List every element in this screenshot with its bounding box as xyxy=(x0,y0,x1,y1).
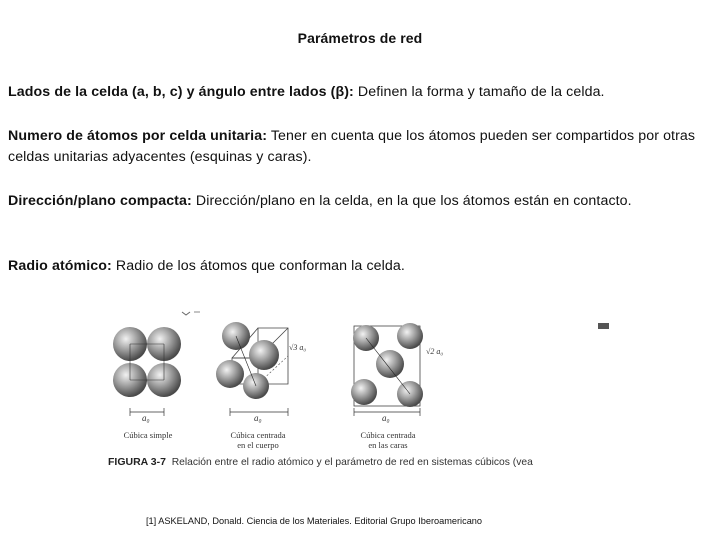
caption-line: en el cuerpo xyxy=(237,440,279,450)
term: Lados de la celda (a, b, c) y ángulo entre lados (β): xyxy=(8,84,354,100)
caption-bcc xyxy=(216,430,300,450)
caption-simple-cubic: Cúbica simple xyxy=(123,430,173,440)
figure-caption-text: Relación entre el radio atómico y el parámetro de red en sistemas cúbicos (vea xyxy=(171,457,533,468)
definition: Radio de los átomos que conforman la celda. xyxy=(111,258,405,274)
term: Dirección/plano compacta: xyxy=(8,193,192,209)
definition: Definen la forma y tamaño de la celda. xyxy=(353,84,605,100)
caption-line: Cúbica centrada xyxy=(360,430,416,440)
crystal-structures-figure xyxy=(108,300,628,478)
figure-number: FIGURA 3-7 xyxy=(108,456,166,468)
cubic-cells-illustration xyxy=(108,300,628,478)
term: Radio atómico: xyxy=(8,258,112,274)
dimension-label: a₀ xyxy=(254,413,262,423)
term: Numero de átomos por celda unitaria: xyxy=(8,128,268,144)
paragraph-atomic-radius xyxy=(8,256,716,277)
caption-line: Cúbica centrada xyxy=(230,430,286,440)
definition: Tener en cuenta que los átomos pueden ser compartidos por otras celdas unitarias adyacentes (esquinas y caras). xyxy=(8,128,696,165)
caption-line: en las caras xyxy=(368,440,408,450)
paragraph-atoms-per-cell xyxy=(8,126,716,168)
dimension-label: a₀ xyxy=(142,413,150,423)
definition: Dirección/plano en la celda, en la que los átomos están en contacto. xyxy=(191,193,632,209)
page-title: Parámetros de red xyxy=(297,30,423,46)
figure-caption xyxy=(108,456,533,468)
paragraph-close-packed xyxy=(8,191,716,212)
dimension-label: a₀ xyxy=(382,413,390,423)
simple-cubic-cell xyxy=(113,327,181,423)
dash-mark xyxy=(598,323,609,329)
paragraph-cell-sides xyxy=(8,82,716,103)
fcc-cell xyxy=(351,323,443,423)
bcc-diagonal-label: √3 a₀ xyxy=(289,343,307,352)
fcc-diagonal-label: √2 a₀ xyxy=(426,347,444,356)
bcc-cell xyxy=(216,322,306,423)
reference-citation: [1] ASKELAND, Donald. Ciencia de los Materiales. Editorial Grupo Iberoamericano xyxy=(146,516,483,526)
caption-fcc xyxy=(346,430,430,450)
